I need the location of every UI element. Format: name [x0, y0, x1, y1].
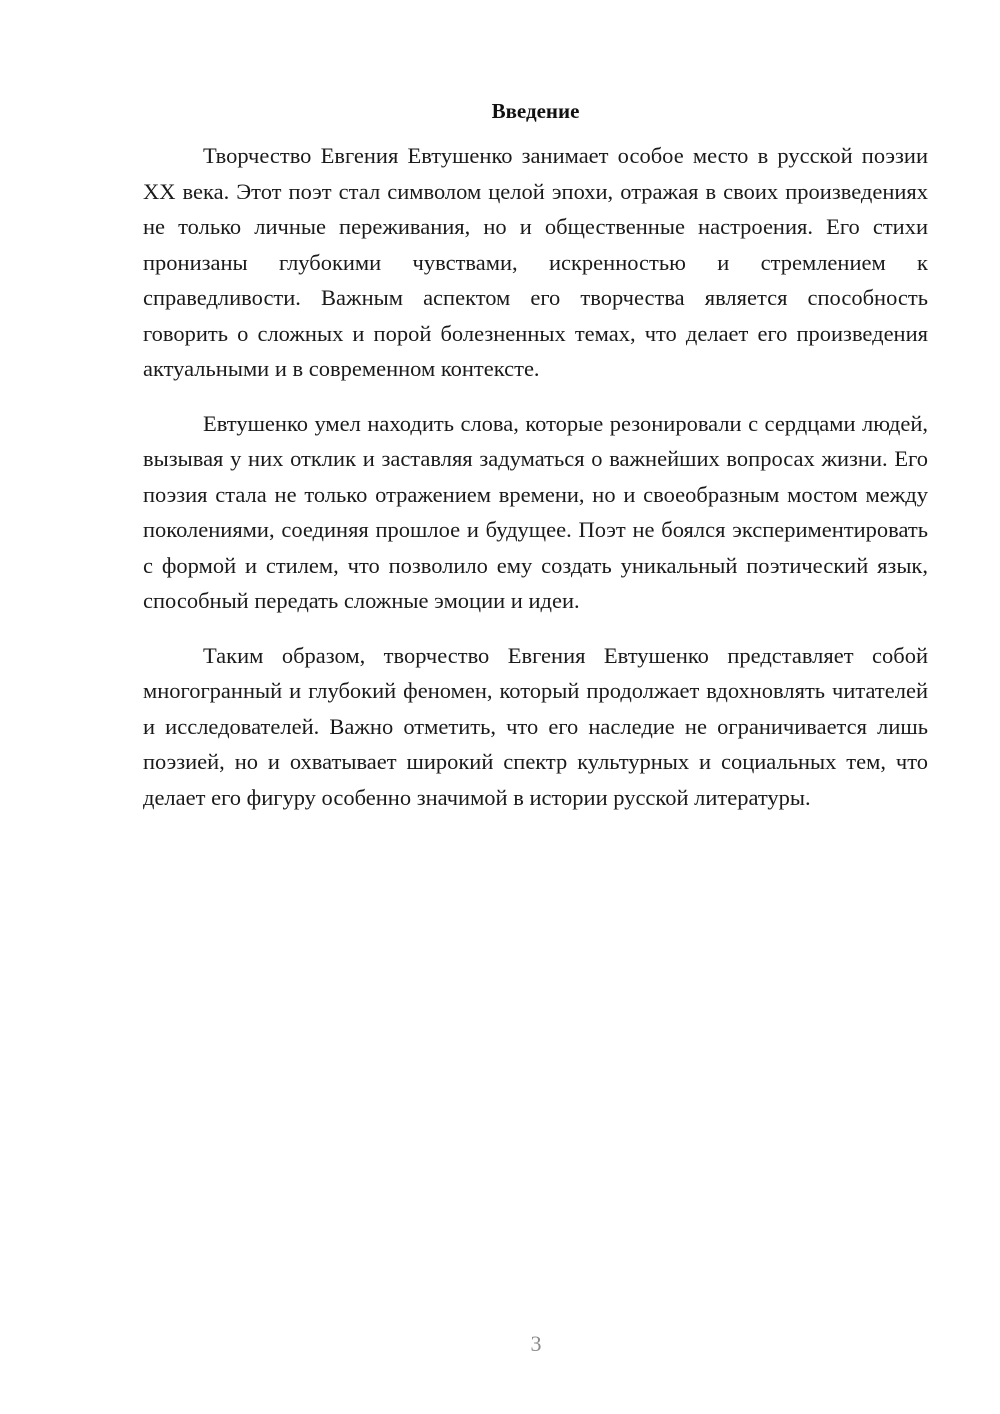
paragraph-1: Творчество Евгения Евтушенко занимает особое место в русской поэзии XX века. Этот поэт стал символом целой эпохи, отражая в своих произведениях не только личные переживания, но и общественные настроения. Его стихи пронизаны глубокими чувствами, искренностью и стремлением к справедливости. Важным аспектом его творчества является способность говорить о сложных и порой болезненных темах, что делает его произведения актуальными и в современном контексте. — [143, 143, 928, 381]
section-heading: Введение — [491, 99, 580, 123]
page-content — [143, 96, 928, 834]
page-number: 3 — [530, 1331, 542, 1356]
paragraph-3: Таким образом, творчество Евгения Евтушенко представляет собой многогранный и глубокий феномен, который продолжает вдохновлять читателей и исследователей. Важно отметить, что его наследие не ограничивается лишь поэзией, но и охватывает широкий спектр культурных и социальных тем, что делает его фигуру особенно значимой в истории русской литературы. — [143, 642, 928, 810]
paragraph-2: Евтушенко умел находить слова, которые резонировали с сердцами людей, вызывая у них отклик и заставляя задуматься о важнейших вопросах жизни. Его поэзия стала не только отражением времени, но и своеобразным мостом между поколениями, соединяя прошлое и будущее. Поэт не боялся экспериментировать с формой и стилем, что позволило ему создать уникальный поэтический язык, способный передать сложные эмоции и идеи. — [143, 410, 928, 613]
